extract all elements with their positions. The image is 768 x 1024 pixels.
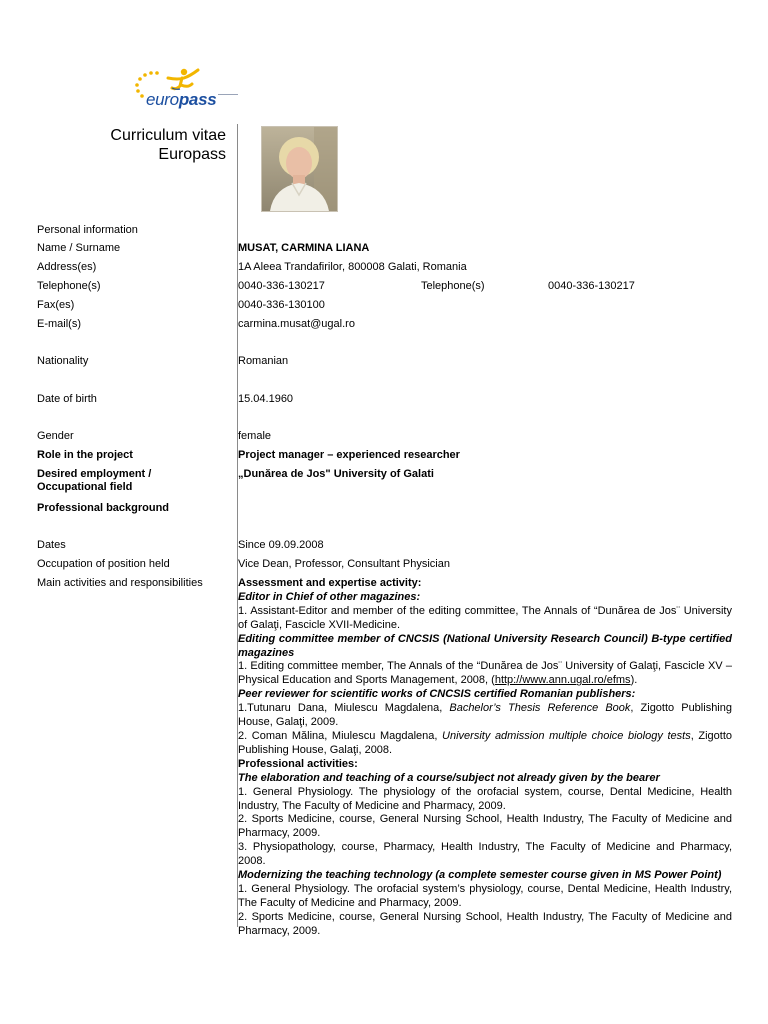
item-course-1: 1. General Physiology. The physiology of the orofacial system, course, Dental Medicine, Health Industry, The Faculty of Medicine and Pharmacy, 2009. (238, 785, 732, 812)
item-editing-committee-member: 1. Editing committee member, The Annals of the “Dunărea de Jos¨ University of Galaţi, Fascicle XV – Physical Education and Sports Management, 2008, (http://www.ann.ugal.ro/efms). (238, 660, 732, 687)
item-course-3: 3. Physiopathology, course, Pharmacy, Health Industry, The Faculty of Medicine and Pharmacy, 2008. (238, 841, 732, 868)
label-desired-employment: Desired employment / Occupational field (37, 468, 152, 493)
annals-link[interactable]: http://www.ann.ugal.ro/efms (494, 674, 631, 687)
section-label-personal-information: Personal information (37, 224, 138, 236)
cv-title-line2: Europass (158, 146, 226, 163)
heading-editor-in-chief: Editor in Chief of other magazines: (238, 590, 421, 603)
value-address: 1A Aleea Trandafirilor, 800008 Galati, Romania (238, 261, 467, 273)
label-email: E-mail(s) (37, 318, 81, 330)
value-name: MUSAT, CARMINA LIANA (238, 242, 370, 254)
value-dates: Since 09.09.2008 (238, 539, 324, 551)
value-role: Project manager – experienced researcher (238, 449, 460, 461)
heading-editing-committee: Editing committee member of CNCSIS (National University Research Council) B-type certified magazines (238, 632, 732, 659)
value-telephone-2: 0040-336-130217 (548, 280, 635, 292)
label-date-of-birth: Date of birth (37, 393, 97, 405)
value-occupation: Vice Dean, Professor, Consultant Physician (238, 558, 450, 570)
item-reviewer-2: 2. Coman Mălina, Miulescu Magdalena, University admission multiple choice biology tests, Zigotto Publishing House, Galaţi, 2008. (238, 729, 732, 756)
value-nationality: Romanian (238, 355, 289, 367)
item-reviewer-1: 1.Tutunaru Dana, Miulescu Magdalena, Bachelor’s Thesis Reference Book, Zigotto Publishing House, Galaţi, 2009. (238, 702, 732, 729)
label-address: Address(es) (37, 261, 97, 273)
value-telephone: 0040-336-130217 (238, 280, 325, 292)
item-modernized-1: 1. General Physiology. The orofacial system’s physiology, course, Dental Medicine, Health Industry, The Faculty of Medicine and Pharmacy, 2009. (238, 882, 732, 909)
value-email[interactable]: carmina.musat@ugal.ro (238, 318, 355, 330)
value-date-of-birth: 15.04.1960 (238, 393, 294, 405)
label-telephone-2: Telephone(s) (421, 280, 485, 292)
europass-wordmark: europass (146, 90, 217, 109)
cv-title-line1: Curriculum vitae (110, 127, 226, 144)
item-assistant-editor: 1. Assistant-Editor and member of the editing committee, The Annals of “Dunărea de Jos¨ University of Galaţi, Fascicle XVII-Medicine. (238, 604, 732, 631)
heading-assessment: Assessment and expertise activity: (238, 577, 422, 589)
europass-logo (132, 66, 242, 116)
main-activities-block (238, 577, 732, 939)
item-course-2: 2. Sports Medicine, course, General Nursing School, Health Industry, The Faculty of Medicine and Pharmacy, 2009. (238, 813, 732, 840)
label-role: Role in the project (37, 449, 133, 461)
label-dates: Dates (37, 539, 66, 551)
label-occupation: Occupation of position held (37, 558, 170, 570)
label-gender: Gender (37, 430, 74, 442)
label-main-activities: Main activities and responsibilities (37, 577, 203, 589)
label-telephone: Telephone(s) (37, 280, 101, 292)
heading-modernizing-teaching: Modernizing the teaching technology (a complete semester course given in MS Power Point) (238, 869, 722, 882)
value-gender: female (238, 430, 272, 442)
label-name: Name / Surname (37, 242, 121, 254)
item-modernized-2: 2. Sports Medicine, course, General Nursing School, Health Industry, The Faculty of Medicine and Pharmacy, 2009. (238, 910, 732, 937)
cv-title (110, 126, 226, 164)
label-fax: Fax(es) (37, 299, 75, 311)
logo-rule (218, 94, 238, 95)
label-nationality: Nationality (37, 355, 89, 367)
heading-elaboration-teaching: The elaboration and teaching of a course/subject not already given by the bearer (238, 771, 660, 784)
value-desired-employment: „Dunărea de Jos" University of Galati (238, 468, 434, 480)
profile-photo (261, 126, 338, 212)
heading-professional-activities: Professional activities: (238, 757, 358, 770)
heading-peer-reviewer: Peer reviewer for scientific works of CNCSIS certified Romanian publishers: (238, 688, 636, 701)
value-fax: 0040-336-130100 (238, 299, 325, 311)
section-label-professional-background: Professional background (37, 502, 170, 514)
